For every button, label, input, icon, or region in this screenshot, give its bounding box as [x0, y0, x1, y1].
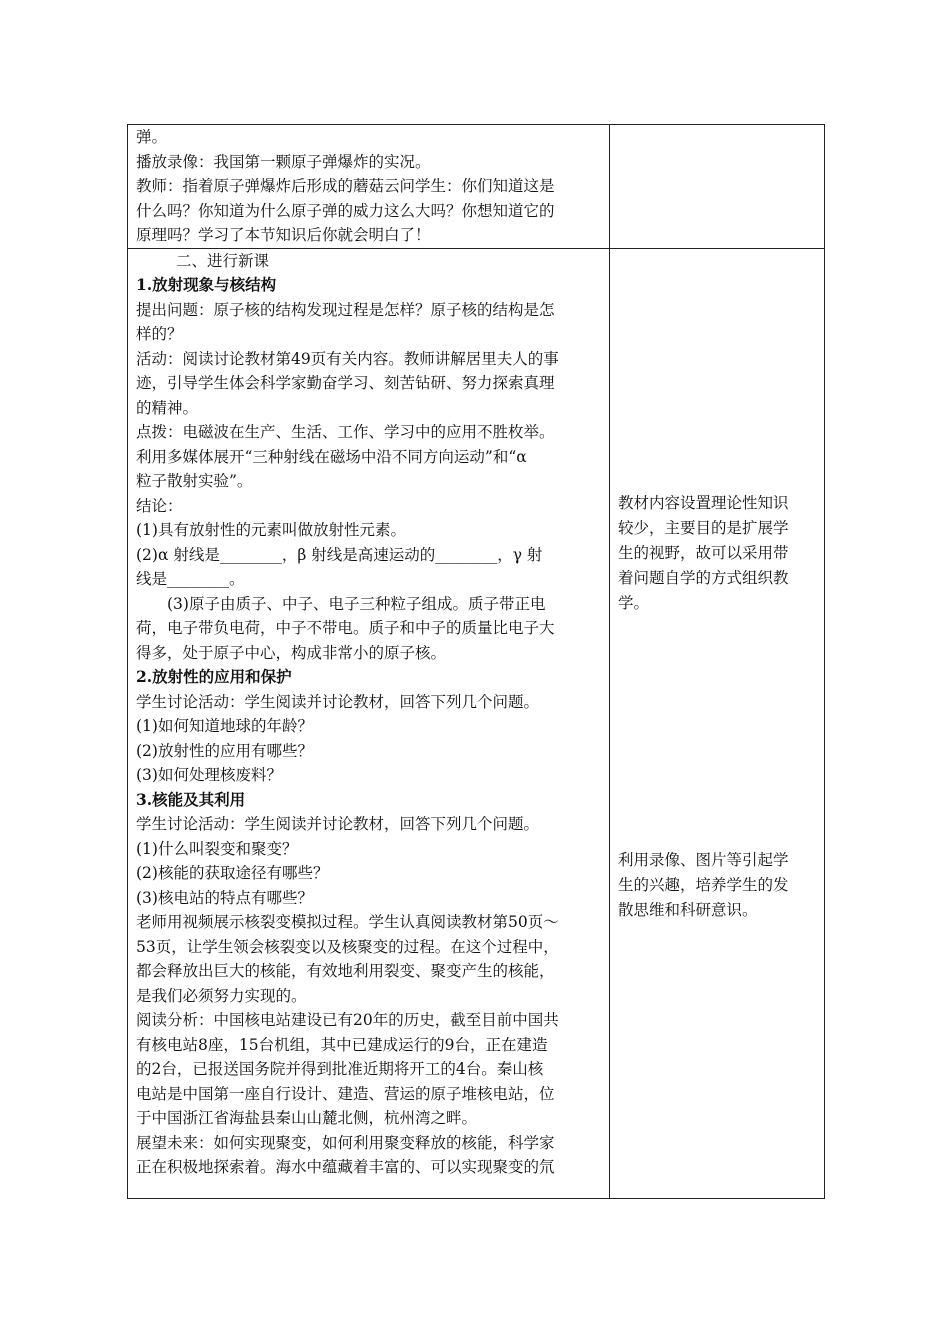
- text-line: (2)α 射线是________，β 射线是高速运动的________，γ 射: [136, 545, 543, 564]
- text-line: 弹。: [136, 128, 168, 146]
- section-title-3: 3.核能及其利用: [136, 789, 246, 809]
- note-line: 生的视野，故可以采用带: [618, 543, 789, 562]
- table-row: [128, 125, 825, 249]
- note-line: 学。: [618, 593, 650, 612]
- text-line: (2)放射性的应用有哪些？: [136, 741, 313, 760]
- note-line: 教材内容设置理论性知识: [618, 493, 789, 512]
- text-line: 是我们必须努力实现的。: [136, 986, 307, 1005]
- text-line: 展望未来：如何实现聚变，如何利用聚变释放的核能，科学家: [136, 1133, 555, 1152]
- text-line: 结论：: [136, 496, 183, 515]
- text-line: (1)具有放射性的元素叫做放射性元素。: [136, 521, 406, 539]
- section-heading: 二、进行新课: [176, 251, 270, 270]
- text-line: 活动：阅读讨论教材第49页有关内容。教师讲解居里夫人的事: [136, 349, 559, 368]
- main-cell: [128, 125, 610, 249]
- text-line: 得多，处于原子中心，构成非常小的原子核。: [136, 643, 447, 662]
- teaching-note-1: [618, 491, 816, 616]
- text-line: 利用多媒体展开“三种射线在磁场中沿不同方向运动”和“α: [136, 447, 527, 466]
- text-line: 点拨：电磁波在生产、生活、工作、学习中的应用不胜枚举。: [136, 423, 555, 441]
- text-line: 教师：指着原子弹爆炸后形成的蘑菇云问学生：你们知道这是: [136, 177, 555, 195]
- text-line: 粒子散射实验”。: [136, 472, 253, 490]
- text-line: 样的？: [136, 325, 183, 343]
- text-line: (1)如何知道地球的年龄？: [136, 717, 313, 735]
- text-line: 线是________。: [136, 570, 245, 588]
- text-line: (3)如何处理核废料？: [136, 766, 282, 784]
- note-cell: [610, 248, 825, 1198]
- text-line: 有核电站8座，15台机组，其中已建成运行的9台，正在建造: [136, 1035, 548, 1054]
- text-line: 53页，让学生领会核裂变以及核聚变的过程。在这个过程中，: [136, 937, 559, 956]
- text-line: 原理吗？学习了本节知识后你就会明白了！: [136, 226, 431, 244]
- text-line: 荷，电子带负电荷，中子不带电。质子和中子的质量比电子大: [136, 619, 555, 637]
- text-line: 的精神。: [136, 398, 199, 417]
- text-line: 都会释放出巨大的核能，有效地利用裂变、聚变产生的核能，: [136, 962, 555, 980]
- text-line: 提出问题：原子核的结构发现过程是怎样？原子核的结构是怎: [136, 300, 555, 319]
- table-row: [128, 248, 825, 1198]
- note-line: 生的兴趣，培养学生的发: [618, 875, 789, 894]
- note-line: 较少，主要目的是扩展学: [618, 518, 789, 537]
- text-line: 的2台，已报送国务院并得到批准近期将开工的4台。秦山核: [136, 1060, 544, 1078]
- text-line: (2)核能的获取途径有哪些？: [136, 864, 329, 882]
- main-cell: [128, 248, 610, 1198]
- lesson-plan-table: [127, 124, 825, 1199]
- teaching-note-2: [618, 848, 816, 923]
- section-title-1: 1.放射现象与核结构: [136, 275, 277, 294]
- note-line: 散思维和科研意识。: [618, 900, 758, 919]
- text-line: 什么吗？你知道为什么原子弹的威力这么大吗？你想知道它的: [136, 201, 555, 220]
- text-line: 播放录像：我国第一颗原子弹爆炸的实况。: [136, 152, 431, 171]
- text-line: 正在积极地探索着。海水中蕴藏着丰富的、可以实现聚变的氘: [136, 1158, 555, 1176]
- note-line: 着问题自学的方式组织教: [618, 568, 789, 587]
- note-cell: [610, 125, 825, 249]
- text-line: (3)原子由质子、中子、电子三种粒子组成。质子带正电: [167, 594, 546, 613]
- text-line: 迹，引导学生体会科学家勤奋学习、刻苦钻研、努力探索真理: [136, 374, 555, 392]
- text-line: 学生讨论活动：学生阅读并讨论教材，回答下列几个问题。: [136, 692, 540, 711]
- text-line: 老师用视频展示核裂变模拟过程。学生认真阅读教材第50页～: [136, 913, 559, 931]
- text-line: 于中国浙江省海盐县秦山山麓北侧，杭州湾之畔。: [136, 1109, 478, 1127]
- text-line: 电站是中国第一座自行设计、建造、营运的原子堆核电站，位: [136, 1084, 555, 1103]
- text-line: 学生讨论活动：学生阅读并讨论教材，回答下列几个问题。: [136, 815, 540, 833]
- note-line: 利用录像、图片等引起学: [618, 850, 789, 869]
- text-line: 阅读分析：中国核电站建设已有20年的历史，截至目前中国共: [136, 1011, 559, 1029]
- section-title-2: 2.放射性的应用和保护: [136, 667, 292, 686]
- text-line: (1)什么叫裂变和聚变？: [136, 839, 298, 858]
- text-line: (3)核电站的特点有哪些？: [136, 888, 313, 907]
